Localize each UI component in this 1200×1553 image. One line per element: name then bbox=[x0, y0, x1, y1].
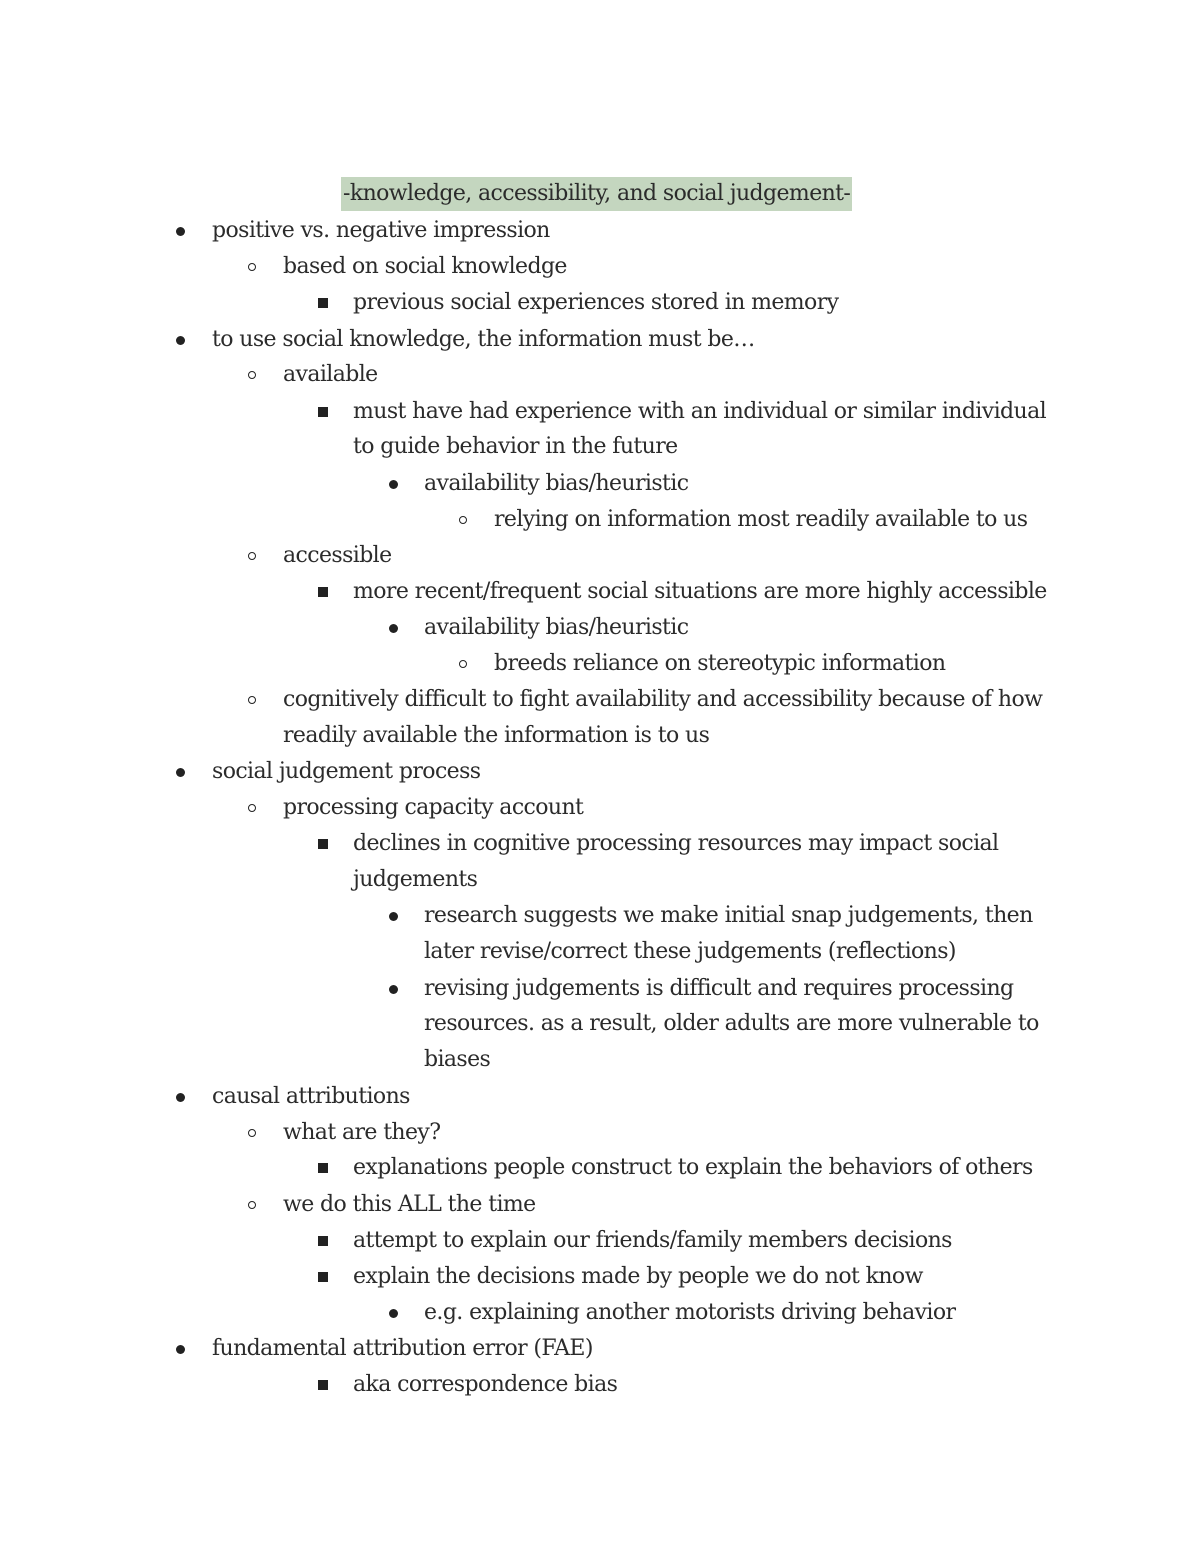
bullet-circle-icon bbox=[248, 357, 256, 393]
list-item-continuation: resources. as a result, older adults are more vulnerable to bbox=[424, 1011, 1039, 1036]
bullet-square-icon bbox=[318, 826, 328, 862]
list-item: fundamental attribution error (FAE) bbox=[212, 1336, 593, 1361]
list-item-continuation: judgements bbox=[353, 867, 478, 892]
bullet-circle-icon bbox=[248, 790, 256, 826]
bullet-circle-icon bbox=[248, 682, 256, 718]
list-item: more recent/frequent social situations are more highly accessible bbox=[353, 579, 1047, 604]
bullet-circle-icon bbox=[459, 646, 467, 682]
list-item: e.g. explaining another motorists driving behavior bbox=[424, 1300, 956, 1325]
list-item: based on social knowledge bbox=[283, 254, 567, 279]
list-item: causal attributions bbox=[212, 1084, 410, 1109]
bullet-square-icon bbox=[318, 1223, 328, 1259]
bullet-square-icon bbox=[318, 574, 328, 610]
list-item-continuation: readily available the information is to us bbox=[283, 723, 710, 748]
bullet-square-icon bbox=[318, 1367, 328, 1403]
page-title: -knowledge, accessibility, and social judgement- bbox=[341, 177, 852, 211]
bullet-circle-icon bbox=[248, 249, 256, 285]
list-item: to use social knowledge, the information must be… bbox=[212, 327, 755, 352]
list-item: explanations people construct to explain the behaviors of others bbox=[353, 1155, 1033, 1180]
list-item: relying on information most readily available to us bbox=[494, 507, 1028, 532]
list-item: accessible bbox=[283, 543, 392, 568]
list-item: we do this ALL the time bbox=[283, 1192, 536, 1217]
bullet-dot-icon bbox=[176, 1079, 185, 1115]
bullet-dot-icon bbox=[389, 610, 398, 646]
list-item: attempt to explain our friends/family members decisions bbox=[353, 1228, 952, 1253]
list-item-continuation: biases bbox=[424, 1047, 491, 1072]
bullet-square-icon bbox=[318, 285, 328, 321]
bullet-dot-icon bbox=[389, 898, 398, 934]
list-item: declines in cognitive processing resources may impact social bbox=[353, 831, 999, 856]
list-item-continuation: later revise/correct these judgements (reflections) bbox=[424, 939, 956, 964]
bullet-dot-icon bbox=[389, 466, 398, 502]
list-item: explain the decisions made by people we do not know bbox=[353, 1264, 923, 1289]
list-item: revising judgements is difficult and requires processing bbox=[424, 976, 1014, 1001]
list-item-continuation: to guide behavior in the future bbox=[353, 434, 678, 459]
list-item: availability bias/heuristic bbox=[424, 471, 689, 496]
list-item: what are they? bbox=[283, 1120, 441, 1145]
bullet-circle-icon bbox=[248, 1187, 256, 1223]
bullet-dot-icon bbox=[389, 971, 398, 1007]
bullet-dot-icon bbox=[176, 322, 185, 358]
list-item: positive vs. negative impression bbox=[212, 218, 550, 243]
list-item: available bbox=[283, 362, 378, 387]
bullet-square-icon bbox=[318, 394, 328, 430]
bullet-dot-icon bbox=[389, 1295, 398, 1331]
list-item: processing capacity account bbox=[283, 795, 584, 820]
bullet-circle-icon bbox=[459, 502, 467, 538]
list-item: must have had experience with an individual or similar individual bbox=[353, 399, 1047, 424]
bullet-square-icon bbox=[318, 1150, 328, 1186]
bullet-square-icon bbox=[318, 1259, 328, 1295]
list-item: cognitively difficult to fight availability and accessibility because of how bbox=[283, 687, 1043, 712]
list-item: aka correspondence bias bbox=[353, 1372, 618, 1397]
list-item: social judgement process bbox=[212, 759, 481, 784]
bullet-dot-icon bbox=[176, 1331, 185, 1367]
bullet-circle-icon bbox=[248, 538, 256, 574]
list-item: research suggests we make initial snap judgements, then bbox=[424, 903, 1033, 928]
bullet-circle-icon bbox=[248, 1115, 256, 1151]
bullet-dot-icon bbox=[176, 754, 185, 790]
list-item: breeds reliance on stereotypic information bbox=[494, 651, 946, 676]
bullet-dot-icon bbox=[176, 213, 185, 249]
list-item: availability bias/heuristic bbox=[424, 615, 689, 640]
list-item: previous social experiences stored in memory bbox=[353, 290, 839, 315]
